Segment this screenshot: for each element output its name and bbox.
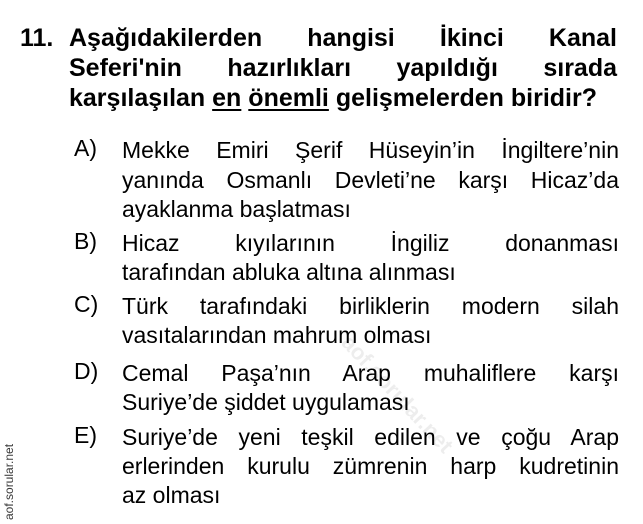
side-watermark: aof.sorular.net [2, 443, 16, 520]
option-a-line-1[interactable]: Mekke Emiri Şerif Hüseyin’in İngiltere’nin [122, 137, 619, 163]
option-e-line-3[interactable]: az olması [122, 482, 221, 508]
question-text-line-3-start: karşılaşılan [69, 84, 213, 112]
option-e-line-2[interactable]: erlerinden kurulu zümrenin harp kudretinin [122, 453, 619, 479]
emphasis-en: en [212, 84, 242, 112]
option-c-letter[interactable]: C) [74, 291, 99, 317]
option-b-letter[interactable]: B) [74, 228, 97, 254]
option-e-letter[interactable]: E) [74, 422, 97, 448]
option-e-line-1[interactable]: Suriye’de yeni teşkil edilen ve çoğu Arap [122, 424, 619, 450]
question-text-line-3-end: gelişmelerden biridir? [328, 84, 598, 112]
question-text-line-3 [69, 83, 617, 113]
option-d-letter[interactable]: D) [74, 358, 99, 384]
question-number: 11. [20, 24, 54, 52]
option-b-line-2[interactable]: tarafından abluka altına alınması [122, 259, 456, 285]
diagonal-watermark: aof.sorular.net [336, 330, 459, 458]
option-a-letter[interactable]: A) [74, 135, 97, 161]
question-text-line-2: Seferi'nin hazırlıkları yapıldığı sırada [69, 54, 617, 82]
emphasis-onemli: önemli [248, 84, 329, 112]
option-a-line-2[interactable]: yanında Osmanlı Devleti’ne karşı Hicaz’da [122, 167, 619, 193]
question-text-line-1: Aşağıdakilerden hangisi İkinci Kanal [69, 24, 617, 52]
option-d-line-1[interactable]: Cemal Paşa’nın Arap muhaliflere karşı [122, 360, 619, 386]
option-a-line-3[interactable]: ayaklanma başlatması [122, 196, 351, 222]
option-b-line-1[interactable]: Hicaz kıyılarının İngiliz donanması [122, 230, 619, 256]
option-c-line-2[interactable]: vasıtalarından mahrum olması [122, 322, 432, 348]
option-c-line-1[interactable]: Türk tarafındaki birliklerin modern silah [122, 293, 619, 319]
option-d-line-2[interactable]: Suriye’de şiddet uygulaması [122, 389, 410, 415]
